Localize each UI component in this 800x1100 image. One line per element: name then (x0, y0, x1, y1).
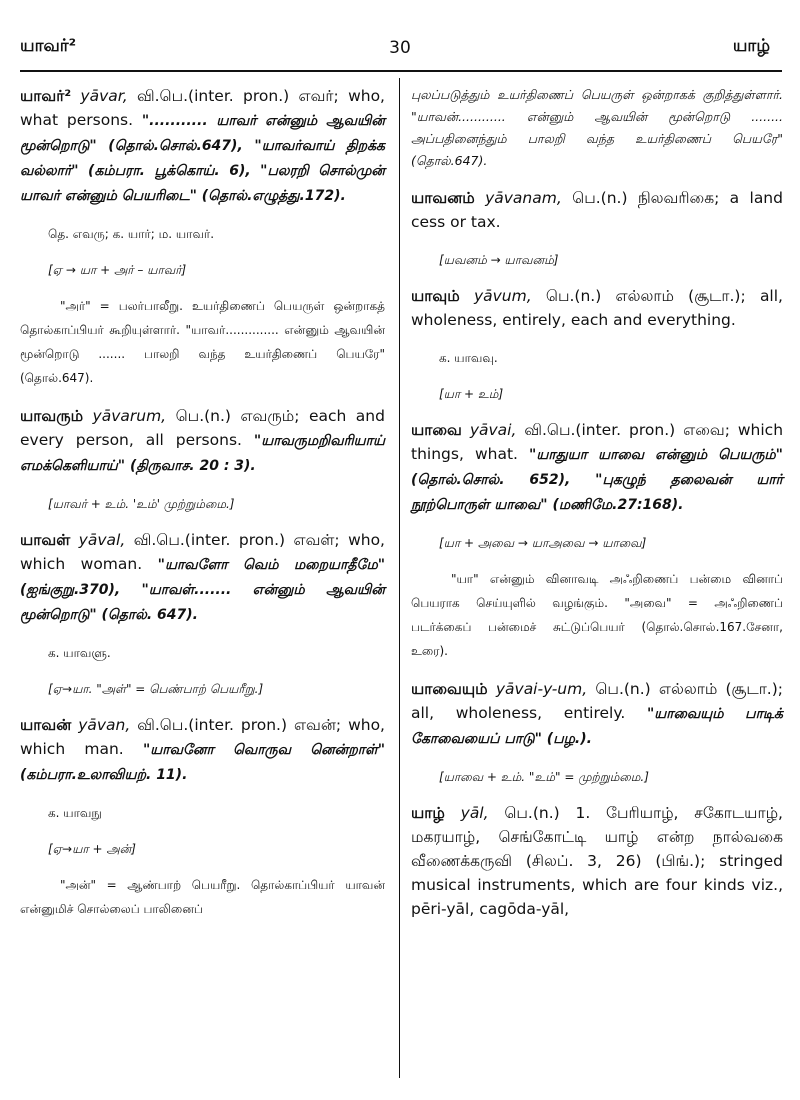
cognates: க. யாவவு. (439, 351, 498, 365)
grammar: பெ.(n.) நிலவரிகை; (572, 189, 720, 207)
grammar: வி.பெ.(inter. pron.) எவன்; (137, 716, 342, 734)
etymology: [ஏ→யா + அன்] (48, 842, 136, 856)
headword: யாவனம் (411, 189, 475, 207)
entry-yavarum (20, 404, 385, 478)
etymology: [யா + உம்] (439, 387, 504, 401)
entry-yavanam (411, 186, 783, 234)
etymology: [யா + அவை → யாஅவை → யாவை] (439, 536, 647, 550)
gloss: stringed musical instruments, which are four kinds viz., pēri-yāl, cagōda-yāl, (411, 852, 783, 918)
headword: யாழ் (411, 804, 445, 822)
grammar: வி.பெ.(inter. pron.) எவர்; (136, 87, 339, 105)
transliteration: yāvarum, (92, 407, 167, 425)
transliteration: yāl, (460, 804, 489, 822)
citation: "யாவளோ வெம் மறையாதீமே" (ஐங்குறு.370), "யாவள்....... என்னும் ஆவயின் மூன்றொடு" (தொல். 647). (20, 557, 385, 623)
gloss: who, which woman. (20, 531, 385, 573)
etymology: [யாவை + உம். "உம்" = முற்றும்மை.] (439, 770, 649, 784)
transliteration: yāvar, (80, 87, 128, 105)
gloss: who, which man. (20, 716, 385, 758)
usage-note: "யா" என்னும் வினாவடி அஃறிணைப் பன்மை வினாப் பெயராக செய்யுளில் வழங்கும். "அவை" = அஃறிணைப் படர்க்கைப் பன்மைச் சுட்டுப்பெயர் (தொல்.சொல்.167.சேனா, உரை). (411, 572, 783, 658)
cognates: தெ. எவரு; க. யார்; ம. யாவர். (48, 227, 215, 241)
citation: "யாவனோ வொருவ னென்றாள்" (கம்பரா.உலாவியற். 11). (20, 742, 386, 783)
citation: "........... யாவர் என்னும் ஆவயின் மூன்றொடு" (தொல்.சொல்.647), "யாவர்வாய் திறக்க வல்லார்" (கம்பரா. பூக்கொய். 6), "பலரறி சொல்முன் யாவர் என்னும் பெயரிடை" (தொல்.எழுத்து.172). (20, 113, 385, 204)
entry-yal (411, 801, 783, 921)
entry-yaval (20, 528, 385, 627)
gloss: all, wholeness, entirely. (411, 704, 626, 722)
gloss: each and every person, all persons. (20, 407, 385, 449)
entry-yavan (20, 713, 385, 787)
headword: யாவை (411, 421, 462, 439)
usage-note: "அன்" = ஆண்பாற் பெயரீறு. தொல்காப்பியர் யாவன் என்னுமிச் சொல்லைப் பாலினைப் (20, 878, 385, 916)
header-right-guideword: யாழ் (732, 36, 770, 56)
gloss: who, what persons. (20, 87, 385, 129)
grammar: பெ.(n.) எவரும்; (175, 407, 300, 425)
etymology: [யாவர் + உம். 'உம்' முற்றும்மை.] (48, 497, 235, 511)
etymology: [யவனம் → யாவனம்] (439, 253, 559, 267)
headword: யாவர்² (20, 87, 72, 105)
transliteration: yāvai-y-um, (495, 680, 588, 698)
gloss: a land cess or tax. (411, 189, 783, 231)
right-column (411, 84, 783, 935)
transliteration: yāvai, (469, 421, 517, 439)
etymology: [ஏ → யா + அர் – யாவர்] (48, 263, 187, 277)
transliteration: yāval, (78, 531, 126, 549)
page-number: 30 (389, 38, 411, 58)
left-column (20, 84, 385, 935)
cognates: க. யாவநு (48, 806, 102, 820)
entry-yavar (20, 84, 385, 208)
entry-yavum (411, 284, 783, 332)
entry-yavaiyum (411, 677, 783, 751)
header-left-guideword: யாவர்² (20, 36, 77, 56)
grammar: பெ.(n.) (504, 804, 560, 822)
page-header (0, 36, 800, 66)
continued-note: புலப்படுத்தும் உயர்திணைப் பெயருள் ஒன்றாகக் குறித்துள்ளார். "யாவன்............ என்னும் ஆவயின் மூன்றொடு ........ அப்பதினைந்தும் பாலறி வந்த உயர்திணைப் பெயரே" (தொல்.647). (411, 87, 783, 168)
entry-yavai (411, 418, 783, 517)
citation: "யாவையும் பாடிக் கோவையைப் பாடு" (பழ.). (411, 706, 783, 747)
headword: யாவரும் (20, 407, 84, 425)
transliteration: yāvan, (78, 716, 131, 734)
grammar: பெ.(n.) எல்லாம் (சூடா.); (545, 287, 746, 305)
gloss: which things, what. (411, 421, 784, 463)
etymology: [ஏ→யா. "அள்" = பெண்பாற் பெயரீறு.] (48, 682, 264, 696)
column-divider (399, 78, 400, 1078)
headword: யாவையும் (411, 680, 488, 698)
citation: "யாவருமறிவரியாய் எமக்கெளியாய்" (திருவாச. 20 : 3). (20, 433, 385, 474)
headword: யாவும் (411, 287, 460, 305)
cognates: க. யாவளு. (48, 646, 111, 660)
headword: யாவன் (20, 716, 72, 734)
grammar: வி.பெ.(inter. pron.) எவள்; (133, 531, 340, 549)
gloss: all, wholeness, entirely, each and everything. (411, 287, 783, 329)
sense-tamil: 1. பேரியாழ், சகோடயாழ், மகரயாழ், செங்கோட்டி யாழ் என்ற நால்வகை வீணைக்கருவி (சிலப். 3, 26) (பிங்.); (411, 804, 783, 870)
transliteration: yāvum, (473, 287, 532, 305)
grammar: பெ.(n.) எல்லாம் (சூடா.); (595, 680, 783, 698)
headword: யாவள் (20, 531, 71, 549)
grammar: வி.பெ.(inter. pron.) எவை; (524, 421, 730, 439)
transliteration: yāvanam, (485, 189, 562, 207)
header-rule (20, 70, 782, 72)
usage-note: "அர்" = பலர்பாலீறு. உயர்திணைப் பெயருள் ஒன்றாகத் தொல்காப்பியர் கூறியுள்ளார். "யாவர்.............. என்னும் ஆவயின் மூன்றொடு ....... பாலறி வந்த உயர்திணைப் பெயரே" (தொல்.647). (20, 299, 385, 385)
citation: "யாதுயா யாவை என்னும் பெயரும்" (தொல்.சொல். 652), "புகழுந் தலைவன் யார் நூற்பொருள் யாவை" (மணிமே.27:168). (411, 447, 783, 513)
